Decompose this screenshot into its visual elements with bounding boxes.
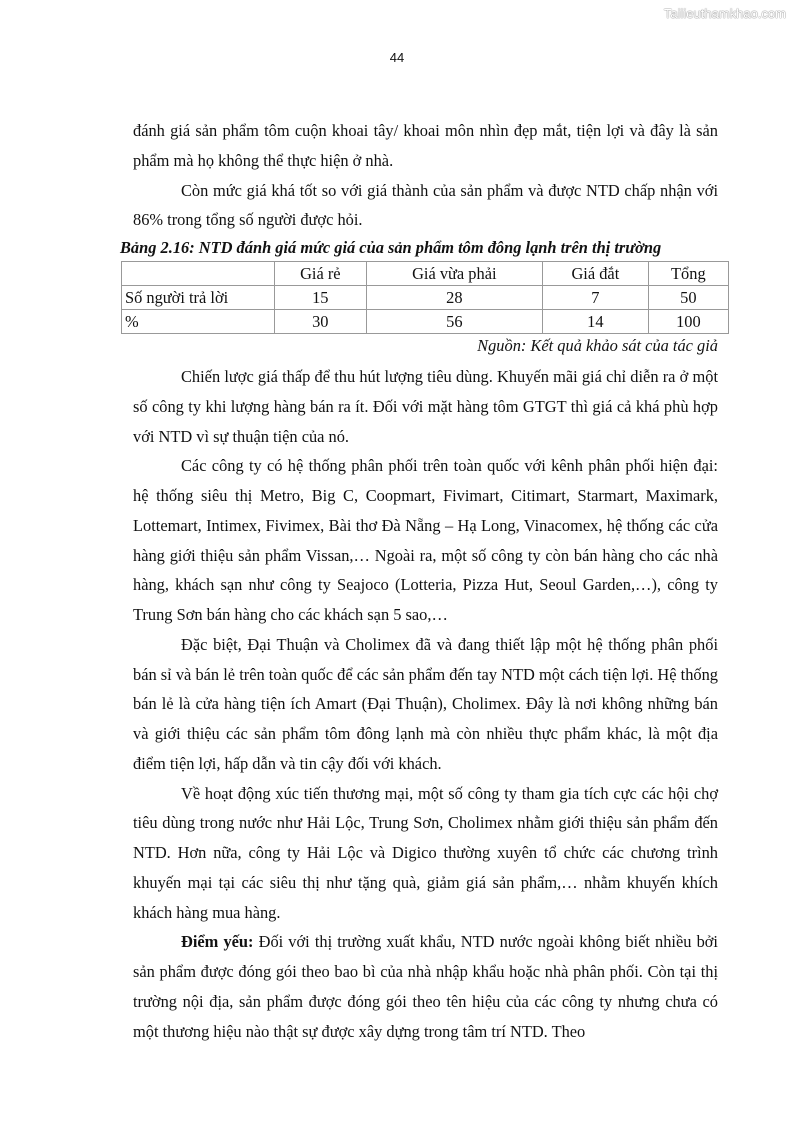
paragraph: Các công ty có hệ thống phân phối trên toàn quốc với kênh phân phối hiện đại: hệ thống siêu thị Metro, Big C, Coopmart, Fivimart, Citimart, Starmart, Maximark, Lottemart, Intimex, Fivimex, Bài thơ Đà Nẵng – Hạ Long, Vinacomex, hệ thống các cửa hàng giới thiệu sản phẩm Vissan,… Ngoài ra, một số công ty còn bán hàng cho các nhà hàng, khách sạn như công ty Seajoco (Lotteria, Pizza Hut, Seoul Garden,…), công ty Trung Sơn bán hàng cho các khách sạn 5 sao,…: [133, 456, 718, 624]
table-cell: 15: [275, 286, 367, 310]
table-cell: 56: [366, 310, 542, 334]
paragraph: Chiến lược giá thấp để thu hút lượng tiêu dùng. Khuyến mãi giá chỉ diễn ra ở một số công ty khi lượng hàng bán ra ít. Đối với mặt hàng tôm GTGT thì giá cả khá phù hợp với NTD vì sự thuận tiện của nó.: [133, 367, 718, 446]
table-cell: Số người trả lời: [122, 286, 275, 310]
watermark: Tailieuthamkhao.com: [663, 6, 786, 21]
table-caption: Bảng 2.16: NTD đánh giá mức giá của sản phẩm tôm đông lạnh trên thị trường: [120, 238, 662, 257]
page-number: 44: [389, 50, 405, 65]
table-cell: 7: [543, 286, 649, 310]
body-text: [120, 116, 718, 1046]
table-cell: Tổng: [648, 262, 728, 286]
weakness-label: Điểm yếu:: [181, 932, 254, 952]
paragraph: Đặc biệt, Đại Thuận và Cholimex đã và đang thiết lập một hệ thống phân phối bán sỉ và bán lẻ trên toàn quốc để các sản phẩm đến tay NTD một cách tiện lợi. Hệ thống bán lẻ là cửa hàng tiện ích Amart (Đại Thuận), Cholimex. Đây là nơi không những bán và giới thiệu các sản phẩm tôm đông lạnh mà còn nhiều thực phẩm khác, là một địa điểm tiện lợi, hấp dẫn và tin cậy đối với khách.: [133, 634, 718, 773]
table-cell: Giá rẻ: [275, 262, 367, 286]
table-cell: Giá đắt: [543, 262, 649, 286]
table-cell: 50: [648, 286, 728, 310]
weakness-text: Đối với thị trường xuất khẩu, NTD nước ngoài không biết nhiều bởi sản phẩm được đóng gói theo bao bì của nhà nhập khẩu hoặc nhà phân phối. Còn tại thị trường nội địa, sản phẩm được đóng gói theo tên hiệu của các công ty nhưng chưa có một thương hiệu nào thật sự được xây dựng trong tâm trí NTD. Theo: [133, 932, 718, 1041]
table-row: [122, 310, 729, 334]
paragraph: Về hoạt động xúc tiến thương mại, một số công ty tham gia tích cực các hội chợ tiêu dùng trong nước như Hải Lộc, Trung Sơn, Cholimex nhằm giới thiệu sản phẩm đến NTD. Hơn nữa, công ty Hải Lộc và Digico thường xuyên tổ chức các chương trình khuyến mại tại các siêu thị như tặng quà, giảm giá sản phẩm,… nhằm khuyến khích khách hàng mua hàng.: [133, 783, 718, 922]
paragraph-weakness: [133, 927, 718, 1046]
table-cell: %: [122, 310, 275, 334]
table-cell: [122, 262, 275, 286]
paragraph: Còn mức giá khá tốt so với giá thành của sản phẩm và được NTD chấp nhận với 86% trong tổng số người được hỏi.: [133, 180, 718, 230]
table-cell: 30: [275, 310, 367, 334]
price-table: [121, 261, 729, 334]
table-source: Nguồn: Kết quả khảo sát của tác giả: [477, 336, 718, 355]
table-cell: Giá vừa phải: [366, 262, 542, 286]
table-header-row: [122, 262, 729, 286]
table-cell: 100: [648, 310, 728, 334]
table-row: [122, 286, 729, 310]
paragraph: đánh giá sản phẩm tôm cuộn khoai tây/ khoai môn nhìn đẹp mắt, tiện lợi và đây là sản phẩm mà họ không thể thực hiện ở nhà.: [133, 121, 718, 170]
table-cell: 14: [543, 310, 649, 334]
table-cell: 28: [366, 286, 542, 310]
